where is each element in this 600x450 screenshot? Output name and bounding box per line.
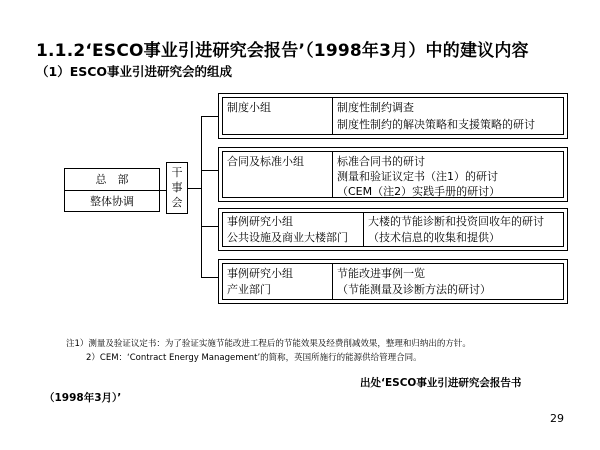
steering-committee-box [166, 162, 188, 214]
group-2-content-2: 测量和验证议定书（注1）的研讨 [337, 170, 498, 183]
group-1-content-1: 制度性制约调查 [337, 101, 414, 114]
section-subtitle: （1）ESCO事业引进研究会的组成 [36, 64, 233, 79]
source-citation-line-2: （1998年3月）’ [44, 392, 122, 404]
footnote-2: 2）CEM：‘Contract Energy Management’的简称，英国所施行的能源供给管理合同。 [86, 353, 422, 363]
group-4-name-1: 事例研究小组 [227, 267, 293, 280]
footnote-1: 注1）测量及验证议定书：为了验证实施节能改进工程后的节能效果及经费削减效果，整理和归纳出的方针。 [66, 339, 471, 349]
committee-char-3: 会 [171, 196, 183, 209]
headquarters-label: 总 部 [95, 173, 129, 186]
group-4-content-2: （节能测量及诊断方法的研讨） [337, 283, 491, 296]
headquarters-box [64, 168, 160, 212]
group-3-name-1: 事例研究小组 [227, 215, 293, 228]
group-1-content-2: 制度性制约的解决策略和支援策略的研讨 [337, 118, 535, 131]
committee-char-2: 事 [171, 181, 183, 194]
group-2-name: 合同及标准小组 [227, 155, 304, 168]
branch-line-1 [201, 116, 218, 117]
connector-committee-to-trunk [188, 188, 201, 189]
group-4-name-2: 产业部门 [227, 283, 271, 296]
group-box-4 [222, 263, 564, 300]
group-3-content-1: 大楼的节能诊断和投资回收年的研讨 [368, 215, 544, 228]
source-citation-line-1: 出处‘ESCO事业引进研究会报告书 [360, 377, 522, 389]
group-1-name: 制度小组 [227, 101, 271, 114]
group-4-content-1: 节能改进事例一览 [337, 267, 425, 280]
overall-coordination-label: 整体协调 [90, 195, 134, 208]
branch-line-3 [201, 226, 218, 227]
page-number: 29 [550, 412, 564, 425]
branch-line-2 [201, 170, 218, 171]
group-3-name-2: 公共设施及商业大楼部门 [227, 231, 348, 244]
group-3-content-2: （技术信息的收集和提供） [368, 231, 500, 244]
group-2-content-3: （CEM（注2）实践手册的研讨） [337, 185, 501, 198]
group-2-content-1: 标准合同书的研讨 [337, 155, 425, 168]
branch-line-4 [201, 277, 218, 278]
committee-char-1: 干 [171, 166, 183, 179]
group-box-1 [222, 97, 564, 135]
group-box-2 [222, 151, 564, 198]
group-box-3 [222, 212, 564, 247]
org-trunk-line [201, 116, 202, 277]
page-title: 1.1.2‘ESCO事业引进研究会报告’（1998年3月）中的建议内容 [36, 41, 529, 61]
